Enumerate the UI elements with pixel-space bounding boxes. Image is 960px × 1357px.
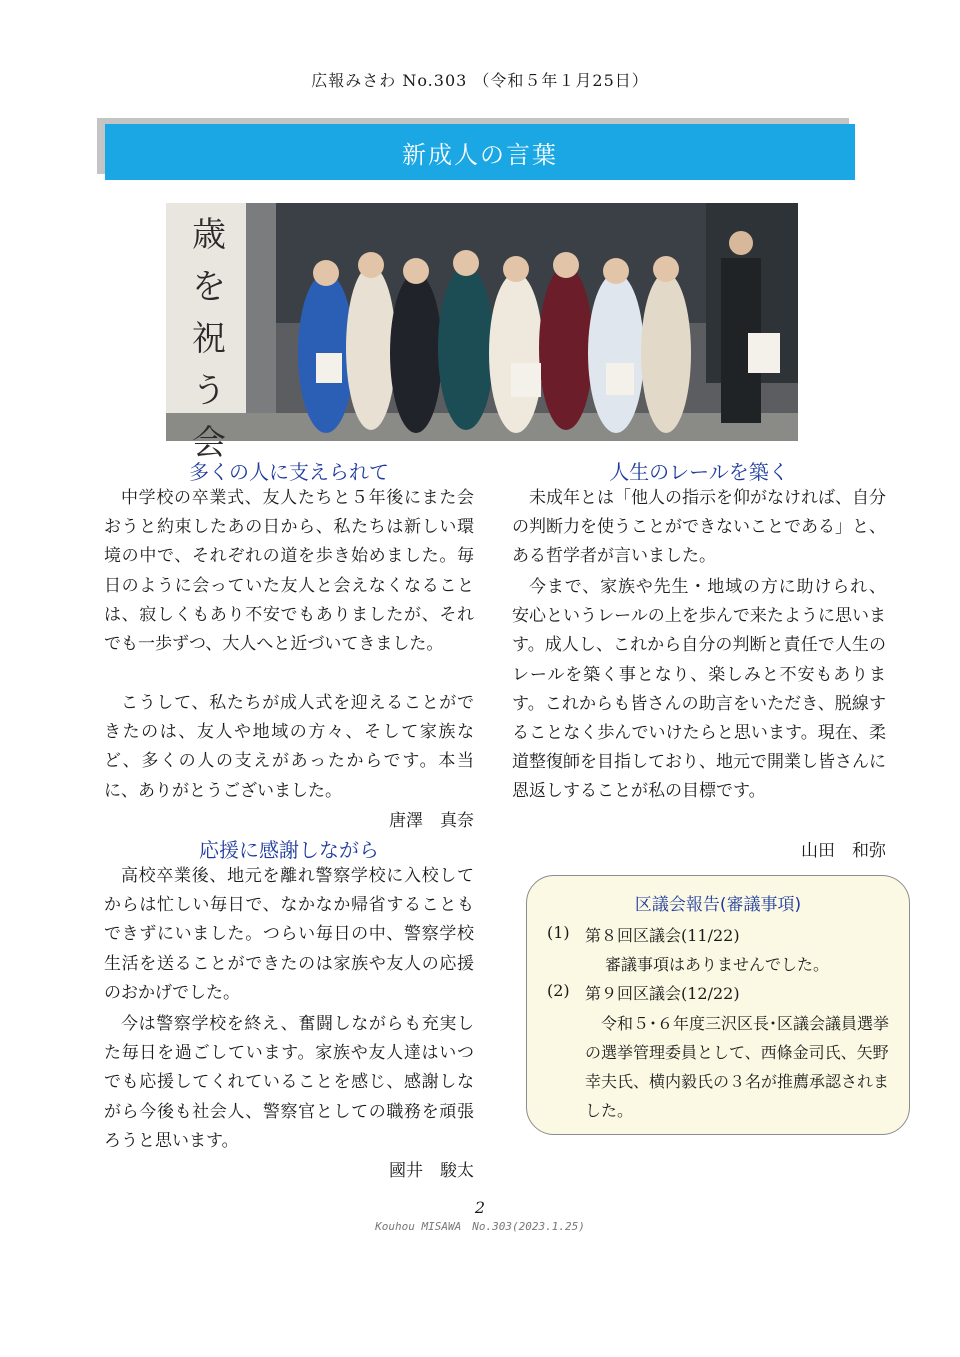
council-report-box — [526, 875, 910, 1135]
section-banner — [105, 124, 855, 180]
report-item-body: 令和５･６年度三沢区長･区議会議員選挙の選挙管理委員として、西條金司氏、矢野幸夫氏、横内毅氏の３名が推薦承認されました。 — [585, 1014, 890, 1120]
article-paragraph: 未成年とは「他人の指示を仰がなければ、自分の判断力を使うことができないことである」と、ある哲学者が言いました。 — [512, 488, 886, 567]
council-report-title: 区議会報告(審議事項) — [634, 895, 802, 915]
report-item-number: (2) — [547, 981, 570, 1000]
photo-sign-text: 歳を祝う会 — [192, 215, 226, 463]
article-paragraph: こうして、私たちが成人式を迎えることができたのは、友人や地域の方々、そして家族など、多くの人の支えがあったからです。本当に、ありがとうございました。 — [104, 693, 474, 801]
article-paragraph: 高校卒業後、地元を離れ警察学校に入校してからは忙しい毎日で、なかなか帰省することもできずにいました。つらい毎日の中、警察学校生活を送ることができたのは家族や友人の応援のおかげでした。 — [104, 866, 474, 1003]
section-title: 新成人の言葉 — [402, 140, 558, 169]
issue-header: 広報みさわ No.303 （令和５年１月25日） — [311, 71, 649, 90]
report-item-heading: 第９回区議会(12/22) — [585, 984, 740, 1003]
article-paragraph: 今は警察学校を終え、奮闘しながらも充実した毎日を過ごしています。家族や友人達はいつでも応援してくれていることを感じ、感謝しながら今後も社会人、警察官としての職務を頑張ろうと思います。 — [104, 1014, 474, 1151]
article-paragraph: 今まで、家族や先生・地域の方に助けられ、安心というレールの上を歩んで来たように思います。成人し、これから自分の判断と責任で人生のレールを築く事となり、楽しみと不安もあります。これからも皆さんの助言をいただき、脱線することなく歩んでいけたらと思います。現在、柔道整復師を目指しており、地元で開業し皆さんに恩返しすることが私の目標です。 — [512, 577, 886, 802]
article-author: 唐澤 真奈 — [389, 811, 474, 831]
group-photo-illustration — [166, 203, 798, 441]
article-title: 多くの人に支えられて — [189, 460, 389, 484]
article-title: 応援に感謝しながら — [199, 838, 379, 862]
article-title: 人生のレールを築く — [609, 460, 789, 484]
article-author: 國井 駿太 — [389, 1161, 474, 1181]
report-item-body: 審議事項はありませんでした。 — [605, 955, 830, 974]
article-author: 山田 和弥 — [801, 841, 886, 861]
report-item-heading: 第８回区議会(11/22) — [585, 926, 740, 945]
footer-text: Kouhou MISAWA No.303(2023.1.25) — [375, 1220, 585, 1233]
article-paragraph: 中学校の卒業式、友人たちと５年後にまた会おうと約束したあの日から、私たちは新しい環境の中で、それぞれの道を歩き始めました。毎日のように会っていた友人と会えなくなることは、寂しくもあり不安でもありましたが、それでも一歩ずつ、大人へと近づいてきました。 — [104, 488, 474, 655]
group-photo — [166, 203, 798, 463]
report-item-number: (1) — [547, 923, 570, 942]
page-number: 2 — [474, 1198, 486, 1217]
